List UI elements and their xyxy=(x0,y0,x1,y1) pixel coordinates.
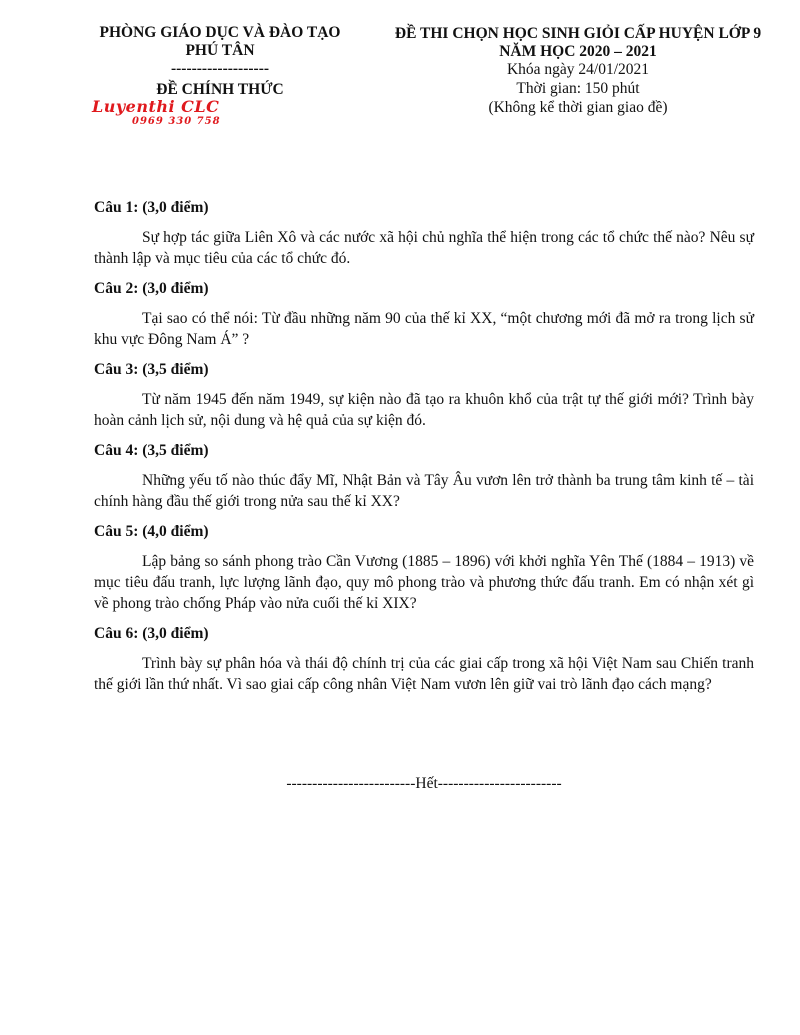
question-5 xyxy=(94,522,754,614)
issuer-name: PHÒNG GIÁO DỤC VÀ ĐÀO TẠO xyxy=(99,24,341,41)
school-year: NĂM HỌC 2020 – 2021 xyxy=(499,43,657,60)
exam-date: Khóa ngày 24/01/2021 xyxy=(506,61,650,78)
question-4 xyxy=(94,441,754,512)
logo-phone: 0969 330 758 xyxy=(132,116,221,127)
official-label: ĐỀ CHÍNH THỨC xyxy=(156,81,284,98)
exam-title: ĐỀ THI CHỌN HỌC SINH GIỎI CẤP HUYỆN LỚP 9 xyxy=(394,25,762,42)
question-text: Trình bày sự phân hóa và thái độ chính trị của các giai cấp trong xã hội Việt Nam sau Chiến tranh thế giới lần thứ nhất. Vì sao giai cấp công nhân Việt Nam vươn lên giữ vai trò lãnh đạo cách mạng? xyxy=(94,655,754,693)
question-text: Những yếu tố nào thúc đẩy Mĩ, Nhật Bản và Tây Âu vươn lên trở thành ba trung tâm kinh tế – tài chính hàng đầu thế giới trong nửa sau thế kỉ XX? xyxy=(94,472,754,510)
logo-name: Luyenthi CLC xyxy=(92,97,220,116)
question-list xyxy=(94,198,754,705)
end-marker: -------------------------Hết------------------------ xyxy=(286,775,562,792)
question-2 xyxy=(94,279,754,350)
question-title: Câu 2: (3,0 điểm) xyxy=(94,280,209,297)
issuer-district: PHÚ TÂN xyxy=(185,42,255,59)
question-1 xyxy=(94,198,754,269)
duration-note: (Không kể thời gian giao đề) xyxy=(488,99,668,116)
question-title: Câu 6: (3,0 điểm) xyxy=(94,625,209,642)
exam-duration: Thời gian: 150 phút xyxy=(516,80,640,97)
question-text: Sự hợp tác giữa Liên Xô và các nước xã hội chủ nghĩa thể hiện trong các tổ chức thế nào? Nêu sự thành lập và mục tiêu của các tổ chức đó. xyxy=(94,229,754,267)
question-title: Câu 4: (3,5 điểm) xyxy=(94,442,209,459)
question-title: Câu 1: (3,0 điểm) xyxy=(94,199,209,216)
question-text: Tại sao có thể nói: Từ đầu những năm 90 của thế kỉ XX, “một chương mới đã mở ra trong lịch sử khu vực Đông Nam Á” ? xyxy=(94,310,754,348)
question-text: Từ năm 1945 đến năm 1949, sự kiện nào đã tạo ra khuôn khổ của trật tự thế giới mới? Trình bày hoàn cảnh lịch sử, nội dung và hệ quả của sự kiện đó. xyxy=(94,391,754,429)
exam-header xyxy=(0,24,800,154)
question-3 xyxy=(94,360,754,431)
issuer-divider: ------------------- xyxy=(170,60,270,77)
question-6 xyxy=(94,624,754,695)
question-text: Lập bảng so sánh phong trào Cần Vương (1885 – 1896) với khởi nghĩa Yên Thế (1884 – 1913) về mục tiêu đấu tranh, lực lượng lãnh đạo, quy mô phong trào và phương thức đấu tranh. Em có nhận xét gì về phong trào chống Pháp vào nửa cuối thế kỉ XIX? xyxy=(94,553,754,612)
issuer-block xyxy=(72,24,368,99)
question-title: Câu 5: (4,0 điểm) xyxy=(94,523,209,540)
luyenthi-logo xyxy=(92,98,252,128)
question-title: Câu 3: (3,5 điểm) xyxy=(94,361,209,378)
exam-info-block xyxy=(372,24,784,117)
